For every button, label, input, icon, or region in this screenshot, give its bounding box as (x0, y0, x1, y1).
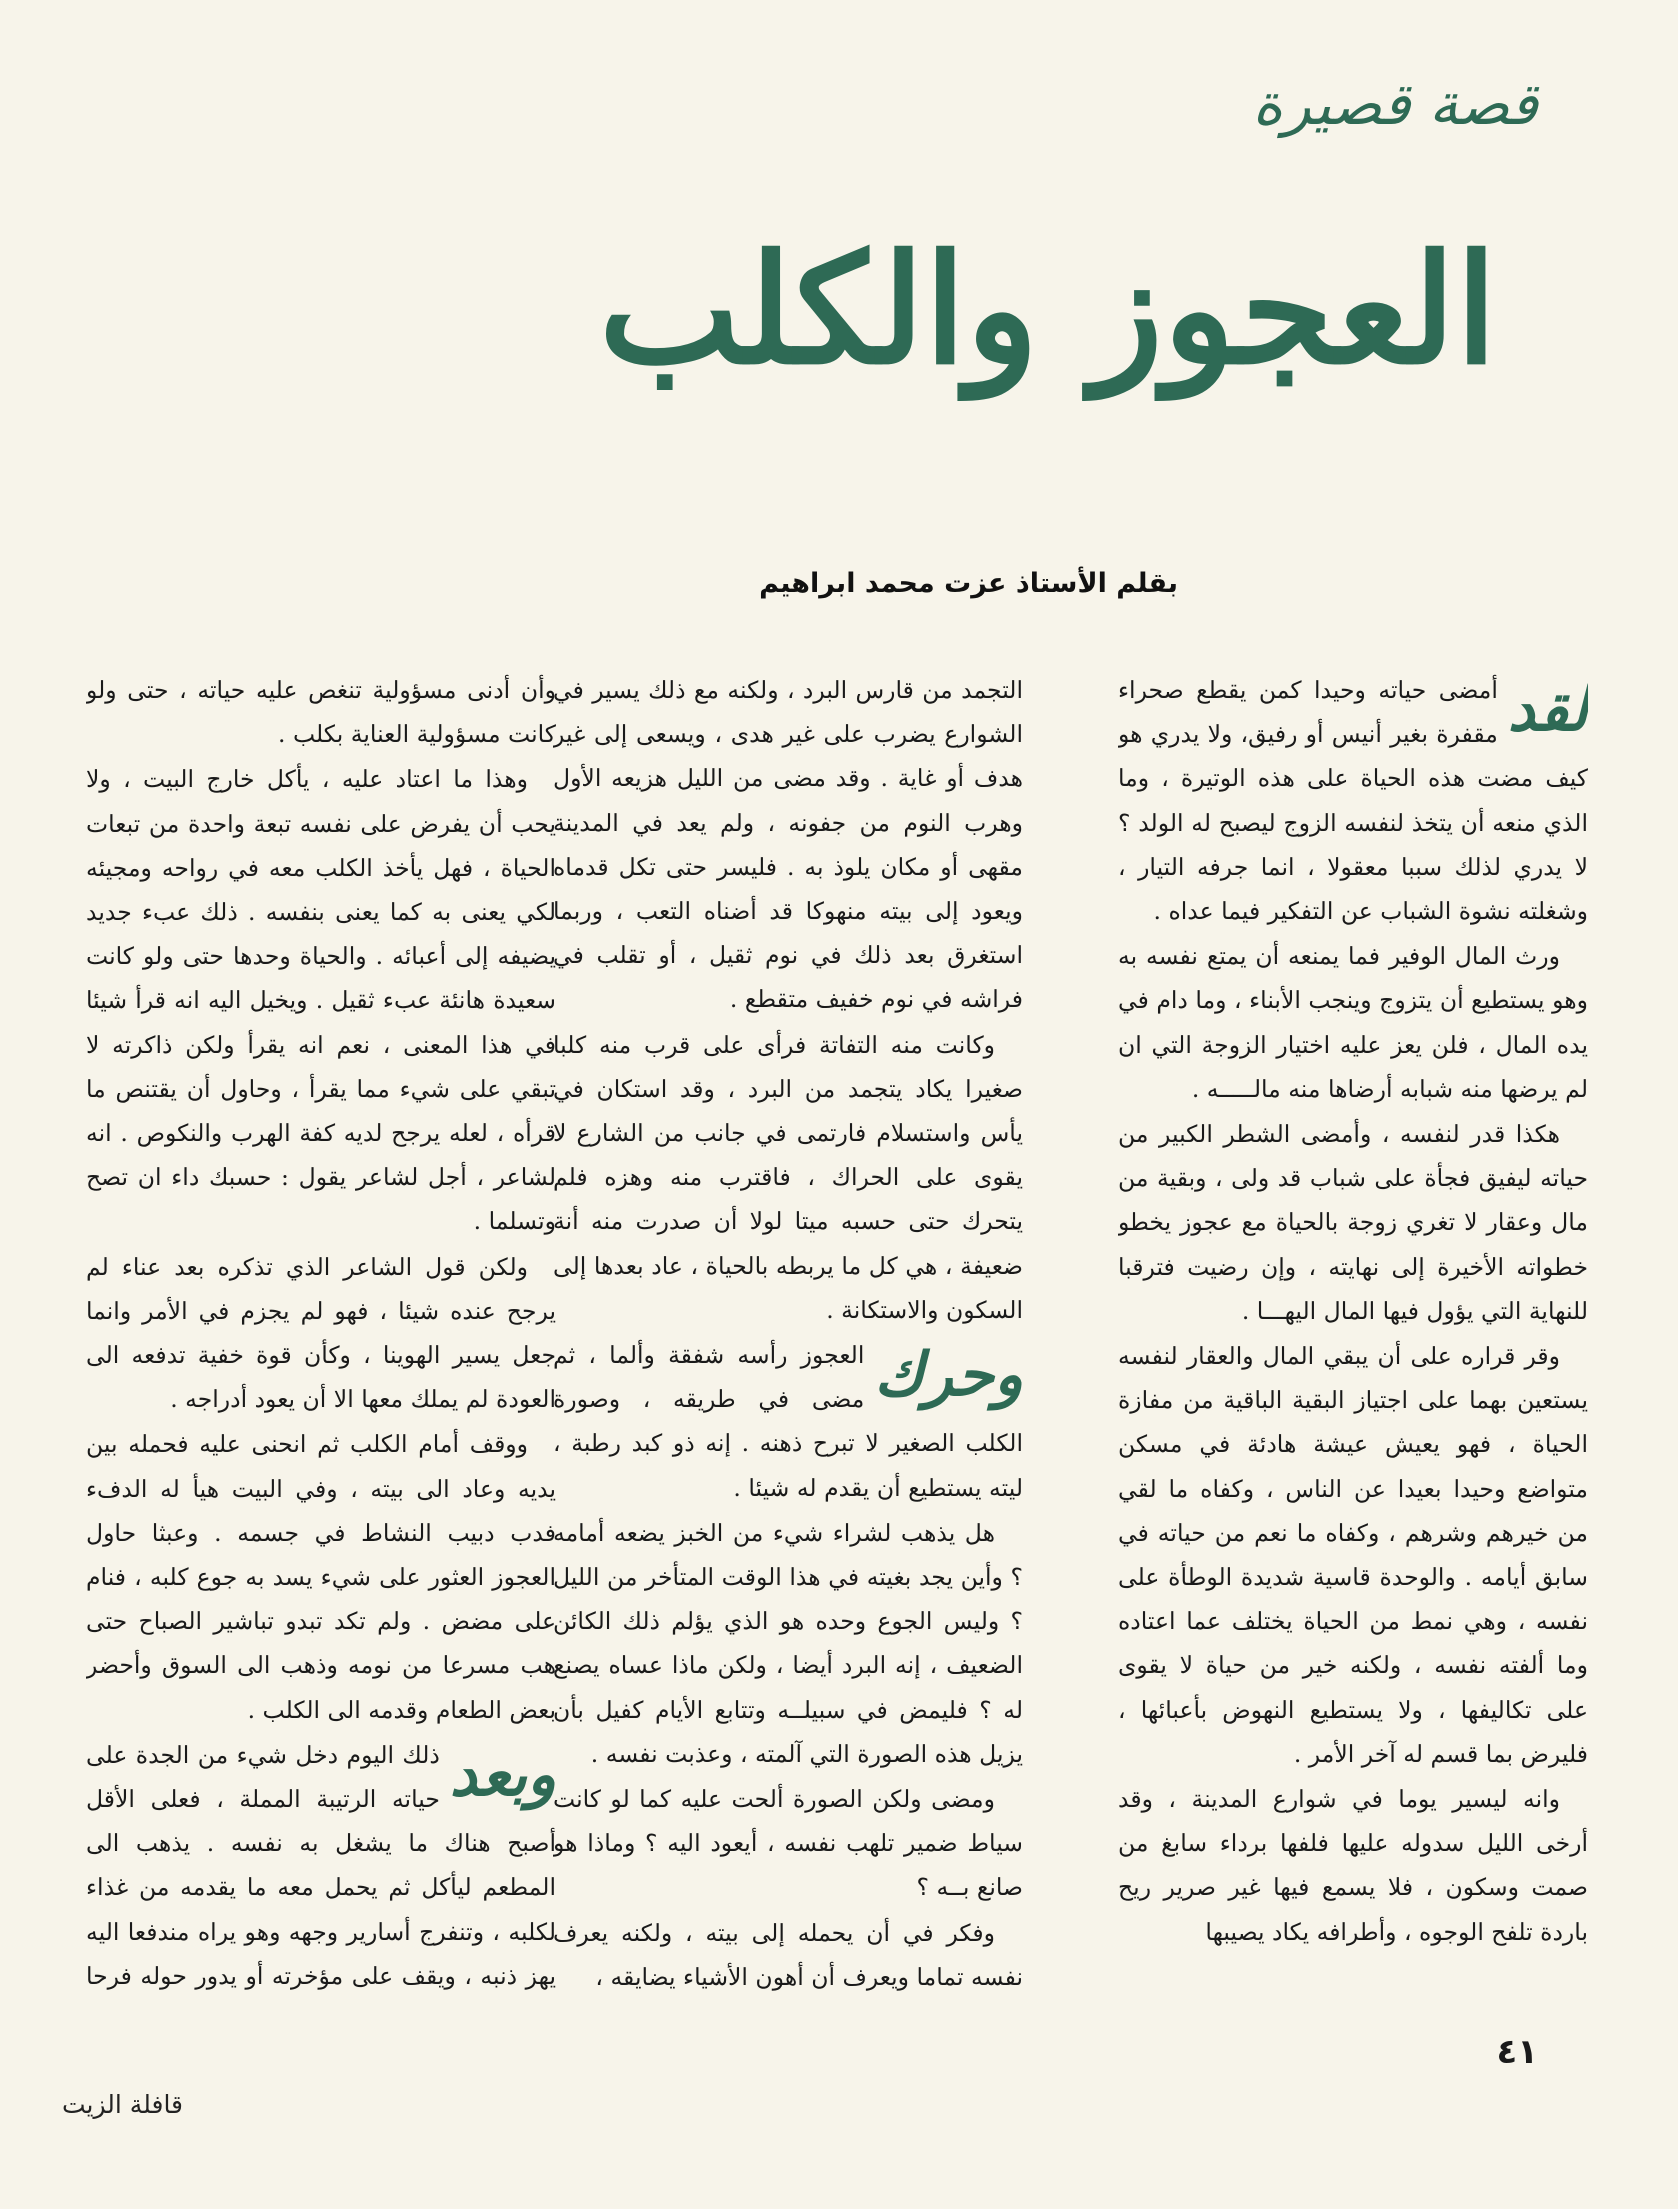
paragraph: هكذا قدر لنفسه ، وأمضى الشطر الكبير من حياته ليفيق فجأة على شباب قد ولى ، وبقية من مال وعقار لا تغري زوجة بالحياة مع عجوز يخطو خطواته الأخيرة إلى نهايته ، وإن رضيت فترقبا للنهاية التي يؤول فيها المال اليهـــا . (1118, 1120, 1588, 1325)
paragraph: وبعد ذلك اليوم دخل شيء من الجدة على حياته الرتيبة المملة ، فعلى الأقل أصبح هناك ما يشغل به نفسه . يذهب الى المطعم ليأكل ثم يحمل معه ما يقدمه من غذاء لكلبه ، وتنفرج أسارير وجهه وهو يراه مندفعا اليه يهز ذنبه ، ويقف على مؤخرته أو يدور حوله فرحا (86, 1739, 556, 1990)
story-title: العجوز والكلب (598, 222, 1498, 398)
paragraph: وكانت منه التفاتة فرأى على قرب منه كلبا صغيرا يكاد يتجمد من البرد ، وقد استكان في يأس واستسلام فارتمى في جانب من الشارع لا يقوى على الحراك ، فاقترب منه وهزه فلم يتحرك حتى حسبه ميتا لولا أن صدرت منه أنة ضعيفة ، هي كل ما يربطه بالحياة ، عاد بعدها إلى السكون والاستكانة . (553, 1030, 1023, 1324)
paragraph: لقد أمضى حياته وحيدا كمن يقطع صحراء مقفرة بغير أنيس أو رفيق، ولا يدري هو كيف مضت هذه الحياة على هذه الوتيرة ، وما الذي منعه أن يتخذ لنفسه الزوج ليصبح له الولد ؟ لا يدري لذلك سببا معقولا ، انما جرفه التيار ، وشغلته نشوة الشباب عن التفكير فيما عداه . (1118, 675, 1588, 926)
section-label: قصة قصيرة (1252, 70, 1538, 138)
text-column-1 (1118, 668, 1588, 2008)
paragraph: ورث المال الوفير فما يمنعه أن يمتع نفسه به وهو يستطيع أن يتزوج وينجب الأبناء ، وما دام في يده المال ، فلن يعز عليه اختيار الزوجة التي ان لم يرضها منه شبابه أرضاها منه مالـــــه . (1118, 942, 1588, 1103)
text-column-2 (553, 668, 1023, 2008)
paragraph: ولكن قول الشاعر الذي تذكره بعد عناء لم يرجح عنده شيئا ، فهو لم يجزم في الأمر وانما جعل يسير الهوينا ، وكأن قوة خفية تدفعه الى العودة لم يملك معها الا أن يعود أدراجه . (86, 1252, 556, 1414)
paragraph: وفكر في أن يحمله إلى بيته ، ولكنه يعرف نفسه تماما ويعرف أن أهون الأشياء يضايقه ، (553, 1918, 1023, 1991)
byline: بقلم الأستاذ عزت محمد ابراهيم (759, 568, 1178, 599)
paragraph: وأن أدنى مسؤولية تنغص عليه حياته ، حتى ولو كانت مسؤولية العناية بكلب . (86, 676, 556, 749)
paragraph: وانه ليسير يوما في شوارع المدينة ، وقد أرخى الليل سدوله عليها فلفها برداء سابغ من صمت وسكون ، فلا يسمع فيها غير صرير ريح باردة تلفح الوجوه ، وأطرافه يكاد يصيبها (1118, 1785, 1588, 1946)
paragraph: هل يذهب لشراء شيء من الخبز يضعه أمامه ؟ وأين يجد بغيته في هذا الوقت المتأخر من الليل ؟ وليس الجوع وحده هو الذي يؤلم ذلك الكائن الضعيف ، إنه البرد أيضا ، ولكن ماذا عساه يصنع له ؟ فليمض في سبيلــه وتتابع الأيام كفيل بأن يزيل هذه الصورة التي آلمته ، وعذبت نفسه . (553, 1518, 1023, 1768)
paragraph: ووقف أمام الكلب ثم انحنى عليه فحمله بين يديه وعاد الى بيته ، وفي البيت هيأ له الدفء فدب دبيب النشاط في جسمه . وعبثا حاول العجوز العثور على شيء يسد به جوع كلبه ، فنام على مضض . ولم تكد تبدو تباشير الصباح حتى هب مسرعا من نومه وذهب الى السوق وأحضر بعض الطعام وقدمه الى الكلب . (86, 1430, 556, 1724)
dropcap: وبعد (449, 1739, 556, 1810)
page-number: ٤١ (1496, 2032, 1538, 2072)
paragraph: ومضى ولكن الصورة ألحت عليه كما لو كانت سياط ضمير تلهب نفسه ، أيعود اليه ؟ وماذا هو صانع بــه ؟ (553, 1785, 1023, 1902)
paragraph: وحرك العجوز رأسه شفقة وألما ، ثم مضى في طريقه ، وصورة الكلب الصغير لا تبرح ذهنه . إنه ذو كبد رطبة ، ليته يستطيع أن يقدم له شيئا . (553, 1340, 1023, 1502)
paragraph: وهذا ما اعتاد عليه ، يأكل خارج البيت ، ولا يحب أن يفرض على نفسه تبعة واحدة من تبعات الحياة ، فهل يأخذ الكلب معه في رواحه ومجيئه لكي يعنى به كما يعنى بنفسه . ذلك عبء جديد يضيفه إلى أعبائه . والحياة وحدها حتى ولو كانت سعيدة هانئة عبء ثقيل . ويخيل اليه انه قرأ شيئا في هذا المعنى ، نعم انه يقرأ ولكن ذاكرته لا تبقي على شيء مما يقرأ ، وحاول أن يقتنص ما قرأه ، لعله يرجح لديه كفة الهرب والنكوص . انه لشاعر ، أجل لشاعر يقول : حسبك داء ان تصح وتسلما . (86, 765, 556, 1236)
dropcap: وحرك (874, 1340, 1023, 1411)
paragraph: وقر قراره على أن يبقي المال والعقار لنفسه يستعين بهما على اجتياز البقية الباقية من مفازة الحياة ، فهو يعيش عيشة هادئة في مسكن متواضع وحيدا بعيدا عن الناس ، وكفاه ما لقي من خيرهم وشرهم ، وكفاه ما نعم من حياته في سابق أيامه . والوحدة قاسية شديدة الوطأة على نفسه ، وهي نمط من الحياة يختلف عما اعتاده وما ألفته نفسه ، ولكنه خير من حياة لا يقوى على تكاليفها ، ولا يستطيع النهوض بأعبائها ، فليرض بما قسم له آخر الأمر . (1118, 1342, 1588, 1768)
magazine-name: قافلة الزيت (62, 2090, 184, 2119)
paragraph: التجمد من قارس البرد ، ولكنه مع ذلك يسير في الشوارع يضرب على غير هدى ، ويسعى إلى غير هدف أو غاية . وقد مضى من الليل هزيعه الأول وهرب النوم من جفونه ، ولم يعد في المدينة مقهى أو مكان يلوذ به . فليسر حتى تكل قدماه ويعود إلى بيته منهوكا قد أضناه التعب ، وربما استغرق بعد ذلك في نوم ثقيل ، أو تقلب في فراشه في نوم خفيف متقطع . (553, 676, 1023, 1014)
text-column-3 (86, 668, 556, 2008)
dropcap: لقد (1507, 675, 1588, 745)
